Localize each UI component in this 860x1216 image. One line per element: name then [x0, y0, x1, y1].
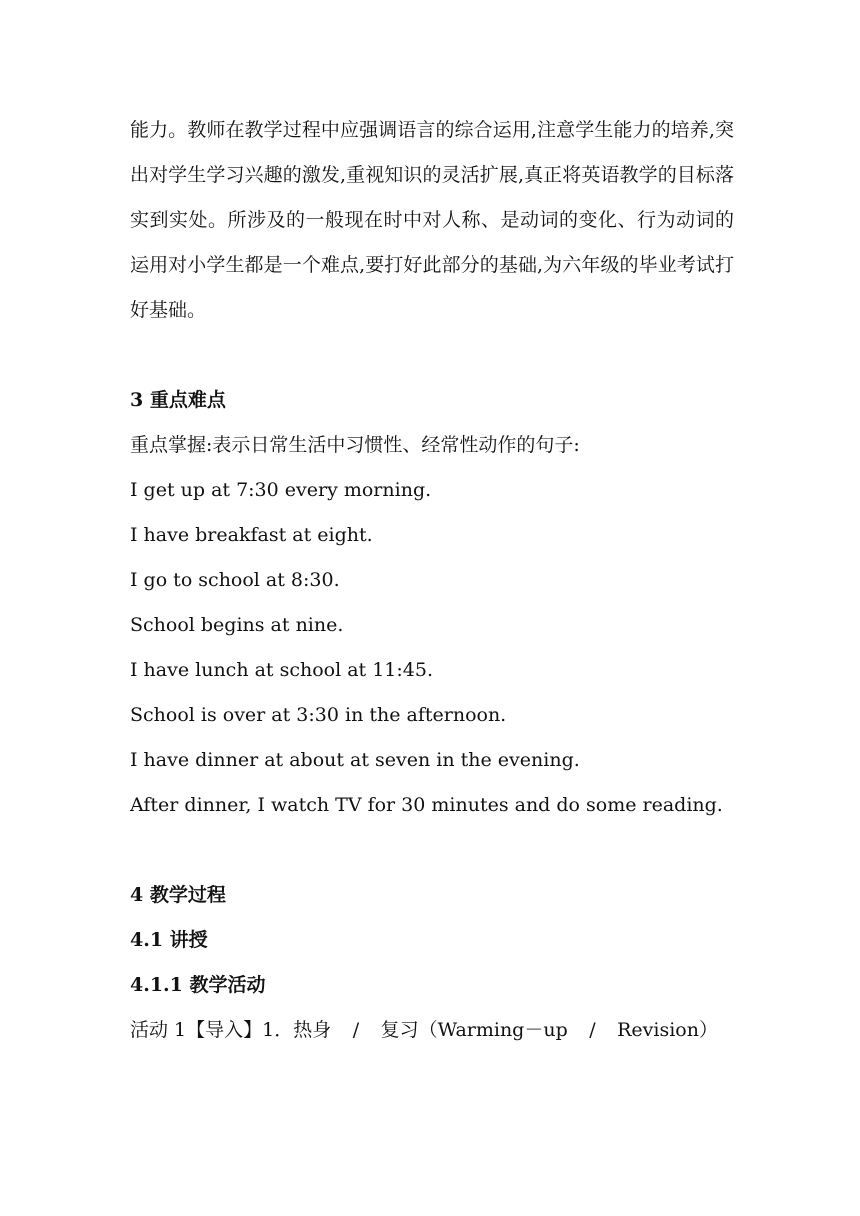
example-sentence: After dinner, I watch TV for 30 minutes and do some reading. [130, 794, 723, 816]
example-sentence: I have lunch at school at 11:45. [130, 659, 434, 681]
spacer [130, 333, 734, 378]
example-sentence: I have dinner at about at seven in the evening. [130, 749, 580, 771]
activity-separator: / [352, 1019, 360, 1041]
section-heading-teaching-process: 4 教学过程 [130, 884, 226, 906]
example-sentence: I go to school at 8:30. [130, 569, 340, 591]
spacer [130, 828, 734, 873]
example-sentence: I have breakfast at eight. [130, 524, 373, 546]
subsection-heading-activities: 4.1.1 教学活动 [130, 974, 266, 996]
key-points-intro: 重点掌握:表示日常生活中习惯性、经常性动作的句子: [130, 434, 580, 456]
activity-line [130, 1008, 718, 1053]
subsection-heading-lecture: 4.1 讲授 [130, 929, 208, 951]
activity-review: 复习（Warming－up [380, 1019, 568, 1041]
section-heading-key-points: 3 重点难点 [130, 389, 226, 411]
example-sentence: School is over at 3:30 in the afternoon. [130, 704, 507, 726]
activity-separator: / [589, 1019, 596, 1041]
example-sentence: I get up at 7:30 every morning. [130, 479, 432, 501]
activity-title: 活动 1【导入】1．热身 [130, 1019, 332, 1041]
activity-revision: Revision） [617, 1019, 718, 1041]
document-page [130, 108, 734, 1053]
intro-paragraph: 能力。教师在教学过程中应强调语言的综合运用,注意学生能力的培养,突出对学生学习兴趣的激发,重视知识的灵活扩展,真正将英语教学的目标落实到实处。所涉及的一般现在时中对人称、是动词的变化、行为动词的运用对小学生都是一个难点,要打好此部分的基础,为六年级的毕业考试打好基础。 [130, 119, 734, 321]
example-sentence: School begins at nine. [130, 614, 344, 636]
